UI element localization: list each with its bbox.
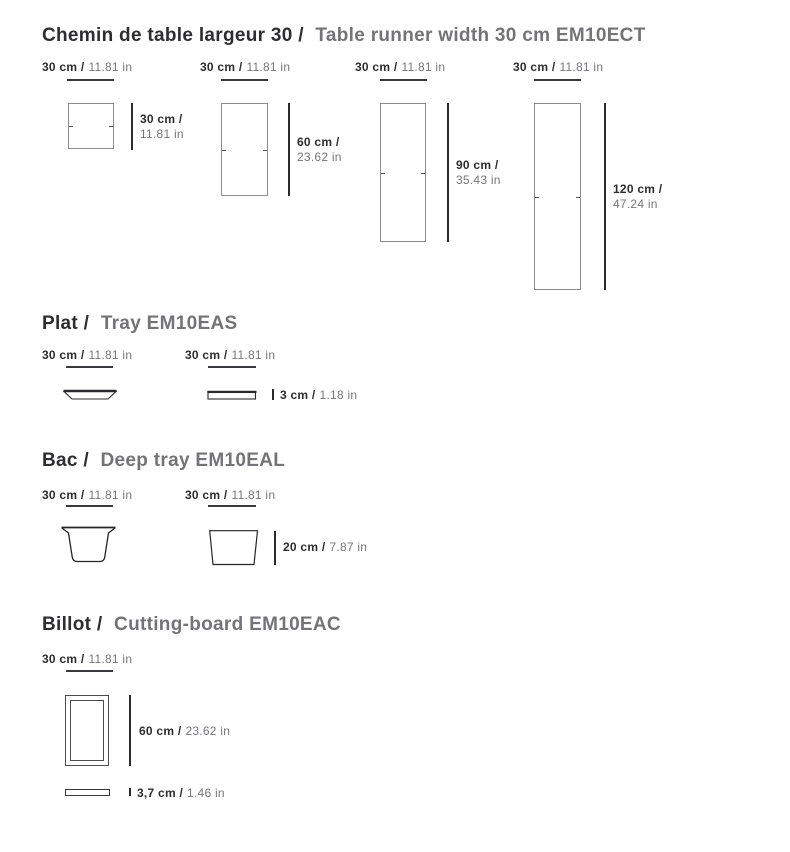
tray-width-label-2-in: 11.81 in bbox=[231, 348, 276, 362]
tray-width-label-1-cm: 30 cm / bbox=[42, 348, 85, 362]
deep-tray-width-label-2-cm: 30 cm / bbox=[185, 488, 228, 502]
cutting-board-thickness-dim-tick bbox=[129, 788, 131, 796]
tray-width-label-1 bbox=[42, 348, 132, 362]
runner-30-outline bbox=[68, 103, 114, 149]
runner-90-seam-left bbox=[381, 173, 385, 174]
cutting-board-side-profile bbox=[65, 789, 110, 796]
tray-width-label-1-in: 11.81 in bbox=[88, 348, 133, 362]
tray-side-profile bbox=[207, 390, 257, 401]
runner-width-label-4 bbox=[513, 60, 603, 74]
section-title-cutting-board bbox=[42, 614, 341, 636]
runner-width-label-3-cm: 30 cm / bbox=[355, 60, 398, 74]
runner-width-label-1-in: 11.81 in bbox=[88, 60, 133, 74]
runner-30-height-in: 11.81 in bbox=[140, 127, 184, 141]
deep-tray-width-label-2 bbox=[185, 488, 275, 502]
runner-60-outline bbox=[221, 103, 268, 196]
deep-tray-height-label bbox=[283, 540, 367, 554]
runner-90-height-dim-line bbox=[447, 103, 449, 242]
deep-tray-width-label-1-in: 11.81 in bbox=[88, 488, 133, 502]
runner-width-label-1-cm: 30 cm / bbox=[42, 60, 85, 74]
runner-60-seam-left bbox=[222, 150, 226, 151]
title-runner-en: Table runner width 30 cm EM10ECT bbox=[315, 25, 646, 46]
cutting-board-height-cm: 60 cm / bbox=[139, 724, 182, 738]
runner-90-seam-right bbox=[421, 173, 425, 174]
deep-tray-height-in: 7.87 in bbox=[329, 540, 368, 554]
runner-30-seam-right bbox=[109, 126, 113, 127]
section-title-runner bbox=[42, 25, 646, 47]
cutting-board-width-in: 11.81 in bbox=[88, 652, 133, 666]
cutting-board-thickness-label bbox=[137, 786, 225, 800]
cutting-board-thickness-in: 1.46 in bbox=[187, 786, 225, 800]
runner-90-outline bbox=[380, 103, 426, 242]
runner-30-height-cm: 30 cm / bbox=[140, 112, 183, 126]
section-title-tray bbox=[42, 313, 237, 335]
tray-height-dim-tick bbox=[272, 389, 274, 400]
runner-width-dim-line-1 bbox=[67, 79, 114, 81]
runner-width-label-3 bbox=[355, 60, 445, 74]
cutting-board-height-dim-line bbox=[129, 695, 131, 766]
runner-120-height-dim-line bbox=[604, 103, 606, 290]
title-tray-fr: Plat / bbox=[42, 313, 90, 334]
deep-tray-width-label-1-cm: 30 cm / bbox=[42, 488, 85, 502]
runner-width-label-4-cm: 30 cm / bbox=[513, 60, 556, 74]
deep-tray-width-label-1 bbox=[42, 488, 132, 502]
cutting-board-height-in: 23.62 in bbox=[185, 724, 231, 738]
runner-90-height-in: 35.43 in bbox=[456, 173, 501, 187]
title-runner-fr: Chemin de table largeur 30 / bbox=[42, 25, 304, 46]
title-cutting-board-en: Cutting-board EM10EAC bbox=[114, 614, 341, 635]
runner-width-label-2-cm: 30 cm / bbox=[200, 60, 243, 74]
cutting-board-thickness-cm: 3,7 cm / bbox=[137, 786, 184, 800]
runner-120-seam-right bbox=[576, 197, 580, 198]
deep-tray-width-dim-line-2 bbox=[208, 505, 256, 507]
cutting-board-height-label bbox=[139, 724, 230, 738]
runner-width-dim-line-4 bbox=[534, 79, 581, 81]
runner-width-label-1 bbox=[42, 60, 132, 74]
title-deep-tray-en: Deep tray EM10EAL bbox=[100, 450, 286, 471]
title-deep-tray-fr: Bac / bbox=[42, 450, 89, 471]
runner-width-dim-line-2 bbox=[221, 79, 268, 81]
runner-30-height-label bbox=[140, 112, 184, 142]
cutting-board-width-cm: 30 cm / bbox=[42, 652, 85, 666]
runner-30-seam-left bbox=[69, 126, 73, 127]
runner-60-height-label bbox=[297, 135, 342, 165]
runner-30-height-dim-line bbox=[131, 103, 133, 150]
tray-width-label-2-cm: 30 cm / bbox=[185, 348, 228, 362]
tray-width-label-2 bbox=[185, 348, 275, 362]
tray-height-in: 1.18 in bbox=[319, 388, 358, 402]
deep-tray-front-profile bbox=[61, 525, 116, 565]
runner-90-height-cm: 90 cm / bbox=[456, 158, 499, 172]
tray-width-dim-line-1 bbox=[66, 366, 113, 368]
deep-tray-width-dim-line-1 bbox=[66, 505, 113, 507]
runner-width-label-2 bbox=[200, 60, 290, 74]
runner-width-label-4-in: 11.81 in bbox=[559, 60, 604, 74]
deep-tray-height-dim-line bbox=[274, 531, 276, 565]
runner-60-height-cm: 60 cm / bbox=[297, 135, 340, 149]
tray-height-label bbox=[280, 388, 357, 402]
cutting-board-width-dim-line bbox=[66, 670, 113, 672]
cutting-board-top-view bbox=[65, 695, 109, 766]
tray-height-cm: 3 cm / bbox=[280, 388, 316, 402]
runner-120-height-label bbox=[613, 182, 662, 212]
runner-60-seam-right bbox=[263, 150, 267, 151]
runner-120-height-in: 47.24 in bbox=[613, 197, 658, 211]
runner-120-seam-left bbox=[535, 197, 539, 198]
runner-width-label-2-in: 11.81 in bbox=[246, 60, 291, 74]
tray-front-profile bbox=[63, 389, 117, 402]
title-tray-en: Tray EM10EAS bbox=[100, 313, 238, 334]
deep-tray-side-profile bbox=[209, 530, 259, 566]
section-title-deep-tray bbox=[42, 450, 285, 472]
runner-90-height-label bbox=[456, 158, 501, 188]
runner-120-height-cm: 120 cm / bbox=[613, 182, 663, 196]
deep-tray-height-cm: 20 cm / bbox=[283, 540, 326, 554]
deep-tray-width-label-2-in: 11.81 in bbox=[231, 488, 276, 502]
runner-width-dim-line-3 bbox=[380, 79, 427, 81]
cutting-board-width-label bbox=[42, 652, 132, 666]
runner-width-label-3-in: 11.81 in bbox=[401, 60, 446, 74]
title-cutting-board-fr: Billot / bbox=[42, 614, 103, 635]
runner-120-outline bbox=[534, 103, 581, 290]
tray-width-dim-line-2 bbox=[208, 366, 256, 368]
runner-60-height-in: 23.62 in bbox=[297, 150, 342, 164]
cutting-board-inner-edge bbox=[70, 700, 104, 761]
runner-60-height-dim-line bbox=[288, 103, 290, 196]
